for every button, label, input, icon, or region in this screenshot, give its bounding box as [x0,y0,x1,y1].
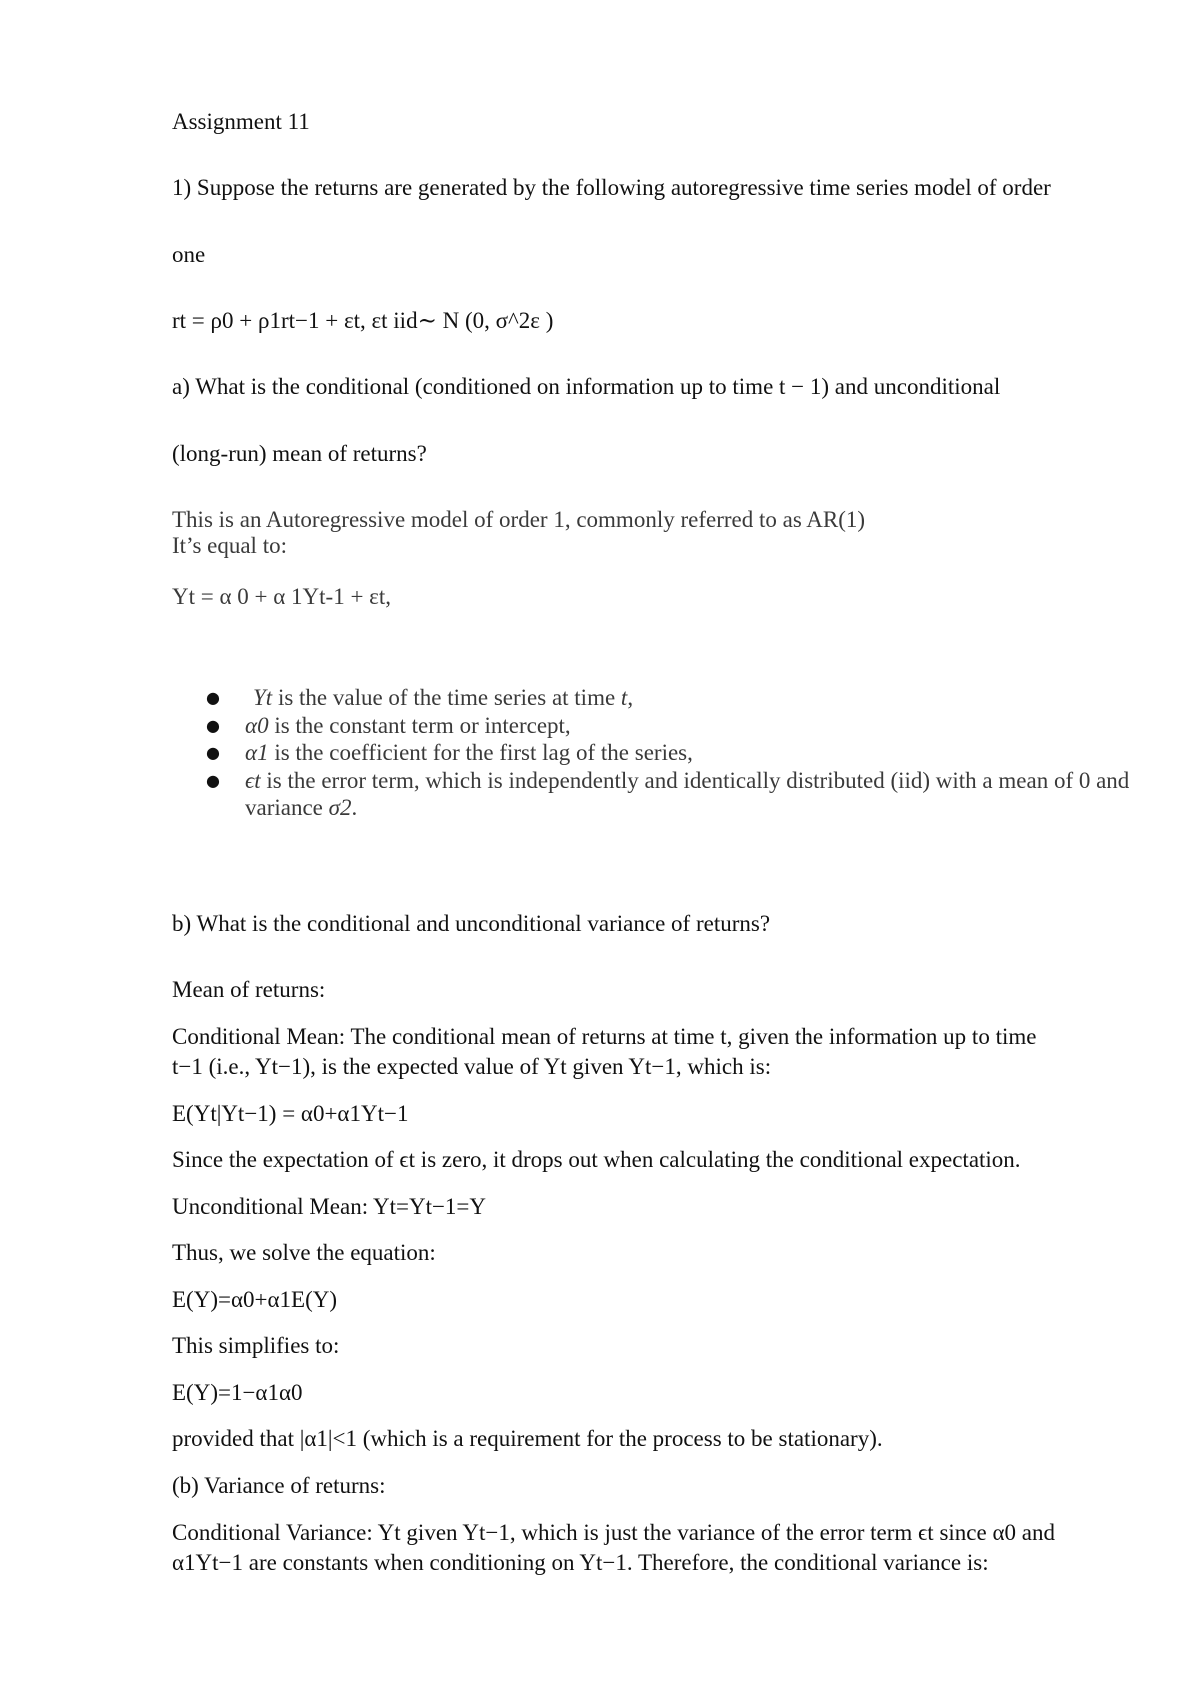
conditional-variance-text: Conditional Variance: Yt given Yt−1, which is just the variance of the error term ϵt since α0 and [172,1520,1055,1545]
expectation-note: Since the expectation of ϵt is zero, it drops out when calculating the conditional expectation. [172,1147,1021,1172]
unconditional-mean: Unconditional Mean: Yt=Yt−1=Y [172,1194,487,1219]
question-1-text-continued: one [172,242,206,267]
list-item [172,684,1132,712]
list-item [172,739,1132,767]
question-1-text: 1) Suppose the returns are generated by the following autoregressive time series model of order [172,175,1051,200]
conditional-variance-text-continued: α1Yt−1 are constants when conditioning on Yt−1. Therefore, the conditional variance is: [172,1550,989,1575]
bullet-icon: ● [206,770,220,790]
bullet-icon: ● [206,743,220,762]
stationary-condition: provided that |α1|<1 (which is a requirement for the process to be stationary). [172,1426,883,1451]
definition-text: is the constant term or intercept, [268,712,571,738]
definition-tail-symbol: t [620,685,628,710]
document-title: Assignment 11 [172,109,310,134]
definitions-list [172,684,1132,822]
answer-intro-continued: It’s equal to: [172,533,287,558]
definition-tail: . [351,795,358,820]
mean-heading: Mean of returns: [172,977,326,1002]
solve-text: Thus, we solve the equation: [172,1240,436,1265]
conditional-mean-equation: E(Yt|Yt−1) = α0+α1Yt−1 [172,1101,409,1126]
definition-text: is the coefficient for the first lag of the series, [268,740,693,765]
question-a-text-continued: (long-run) mean of returns? [172,441,427,466]
definition-text: is the error term, which is independently and identically distributed (iid) with a mean of 0 and variance [245,767,1130,820]
definition-symbol: ϵt [245,767,261,793]
definition-tail: , [627,685,634,710]
definition-text: is the value of the time series at time [272,685,621,710]
conditional-mean-text-continued: t−1 (i.e., Yt−1), is the expected value of Yt given Yt−1, which is: [172,1054,772,1079]
expected-value-equation: E(Y)=α0+α1E(Y) [172,1287,337,1312]
question-b-text: b) What is the conditional and unconditional variance of returns? [172,911,771,936]
definition-symbol: α0 [245,712,269,738]
ar1-equation: Yt = α 0 + α 1Yt-1 + εt, [172,584,391,609]
list-item [172,712,1132,740]
bullet-icon: ● [206,688,220,707]
bullet-icon: ● [206,715,220,735]
question-a-text: a) What is the conditional (conditioned on information up to time t − 1) and unconditional [172,374,1001,399]
simplifies-text: This simplifies to: [172,1333,340,1358]
definition-tail-symbol: σ2 [328,795,352,820]
list-item [172,767,1132,822]
definition-symbol: α1 [245,740,269,765]
simplified-equation: E(Y)=1−α1α0 [172,1380,303,1405]
conditional-mean-text: Conditional Mean: The conditional mean of returns at time t, given the information up to time [172,1024,1037,1049]
model-equation: rt = ρ0 + ρ1rt−1 + εt, εt iid∼ N (0, σ^2ε ) [172,308,554,333]
answer-intro: This is an Autoregressive model of order 1, commonly referred to as AR(1) [172,507,866,532]
variance-heading: (b) Variance of returns: [172,1473,386,1498]
definition-symbol: Yt [253,685,273,710]
